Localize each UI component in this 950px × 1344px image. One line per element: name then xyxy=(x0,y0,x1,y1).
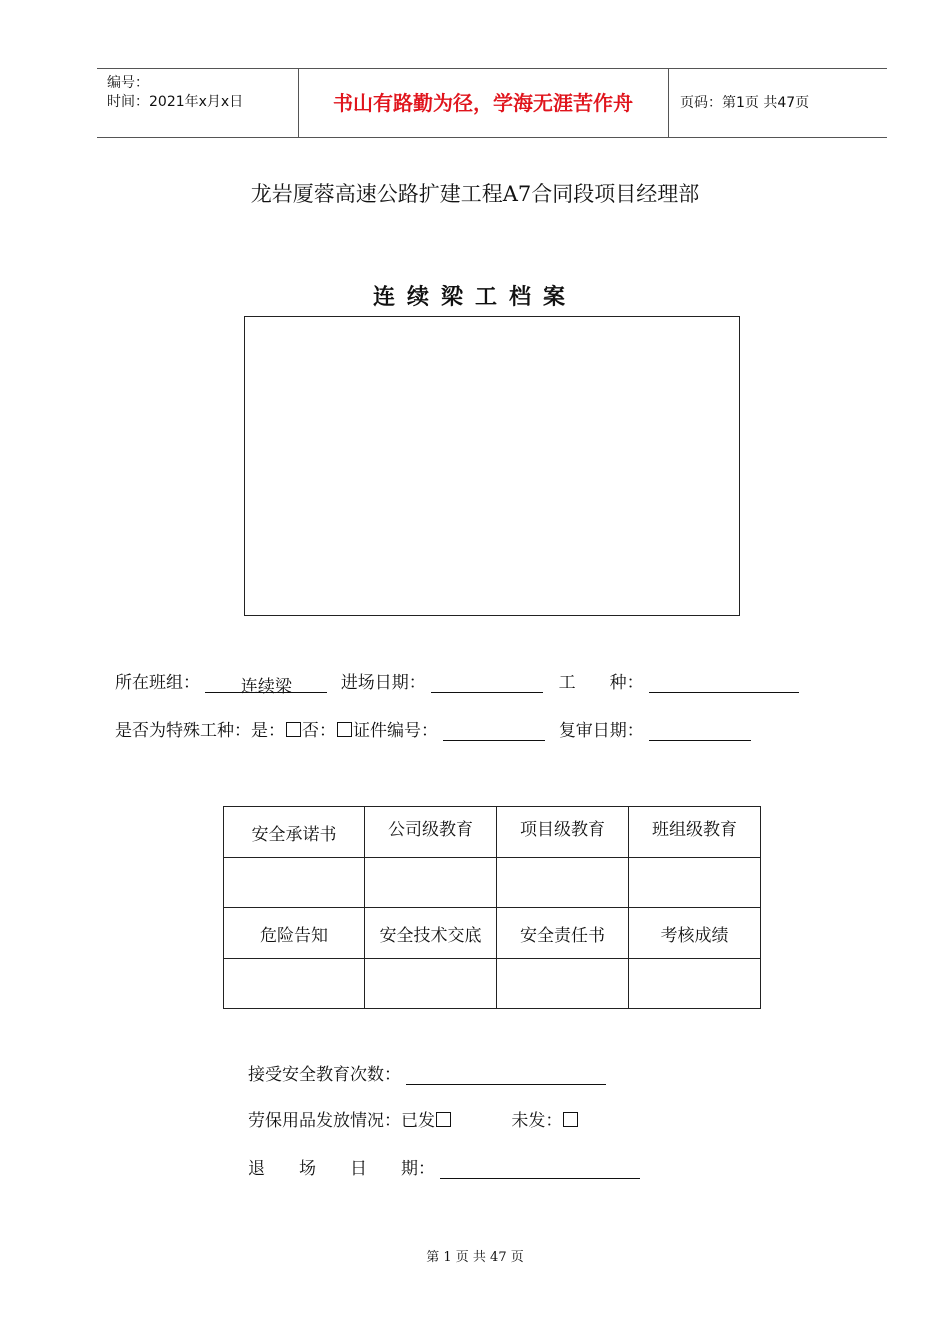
table-cell-empty[interactable] xyxy=(497,858,629,908)
motto: 书山有路勤为径，学海无涯苦作舟 xyxy=(333,91,633,115)
header-divider xyxy=(668,69,669,137)
doc-title: 连续梁工档案 xyxy=(372,285,577,310)
page-header xyxy=(97,68,887,138)
special-label: 是否为特殊工种：是： xyxy=(115,721,285,741)
entry-date-label: 进场日期： xyxy=(340,673,426,693)
form-row-1 xyxy=(115,668,799,697)
table-cell: 班组级教育 xyxy=(629,807,761,858)
table-cell: 公司级教育 xyxy=(365,807,497,858)
header-meta xyxy=(97,69,297,137)
cert-label: 证件编号： xyxy=(353,721,438,741)
exit-label: 退 场 日 期： xyxy=(248,1159,435,1179)
exit-row xyxy=(248,1154,640,1179)
table-cell-empty[interactable] xyxy=(629,959,761,1009)
trade-field[interactable] xyxy=(649,672,799,693)
yes-checkbox[interactable] xyxy=(286,722,301,737)
form-row-2 xyxy=(115,716,751,741)
time-label: 时间：2021年x月x日 xyxy=(107,94,244,110)
issued-checkbox[interactable] xyxy=(436,1112,451,1127)
not-issued-checkbox[interactable] xyxy=(563,1112,578,1127)
team-label: 所在班组： xyxy=(115,673,200,693)
edu-count-field[interactable] xyxy=(406,1064,606,1085)
table-cell: 安全责任书 xyxy=(497,908,629,959)
table-cell: 安全技术交底 xyxy=(365,908,497,959)
not-issued-label: 未发： xyxy=(511,1111,563,1131)
edu-count-label: 接受安全教育次数： xyxy=(248,1065,401,1085)
table-cell-empty[interactable] xyxy=(365,959,497,1009)
review-field[interactable] xyxy=(649,720,751,741)
table-cell-empty[interactable] xyxy=(497,959,629,1009)
table-cell-empty[interactable] xyxy=(629,858,761,908)
exit-date-field[interactable] xyxy=(440,1158,640,1179)
table-cell-empty[interactable] xyxy=(224,959,365,1009)
table-cell: 项目级教育 xyxy=(497,807,629,858)
trade-label: 工 种： xyxy=(558,673,644,693)
page-footer: 第 1 页 共 47 页 xyxy=(426,1250,524,1265)
team-field[interactable]: 连续梁 xyxy=(205,672,327,693)
table-cell: 危险告知 xyxy=(224,908,365,959)
table-cell: 安全承诺书 xyxy=(224,807,365,858)
education-table xyxy=(223,806,761,1009)
table-cell: 考核成绩 xyxy=(629,908,761,959)
ppe-row xyxy=(248,1106,579,1131)
photo-box xyxy=(244,316,740,616)
review-label: 复审日期： xyxy=(558,721,644,741)
table-cell-empty[interactable] xyxy=(224,858,365,908)
entry-date-field[interactable] xyxy=(431,672,543,693)
no-label: 否： xyxy=(302,721,336,741)
no-checkbox[interactable] xyxy=(337,722,352,737)
page-info: 页码：第1页 共47页 xyxy=(680,95,810,111)
serial-label: 编号： xyxy=(107,75,149,91)
org-title: 龙岩厦蓉高速公路扩建工程A7合同段项目经理部 xyxy=(250,182,700,206)
edu-count-row xyxy=(248,1060,606,1085)
cert-field[interactable] xyxy=(443,720,545,741)
ppe-label: 劳保用品发放情况：已发 xyxy=(248,1111,435,1131)
table-cell-empty[interactable] xyxy=(365,858,497,908)
